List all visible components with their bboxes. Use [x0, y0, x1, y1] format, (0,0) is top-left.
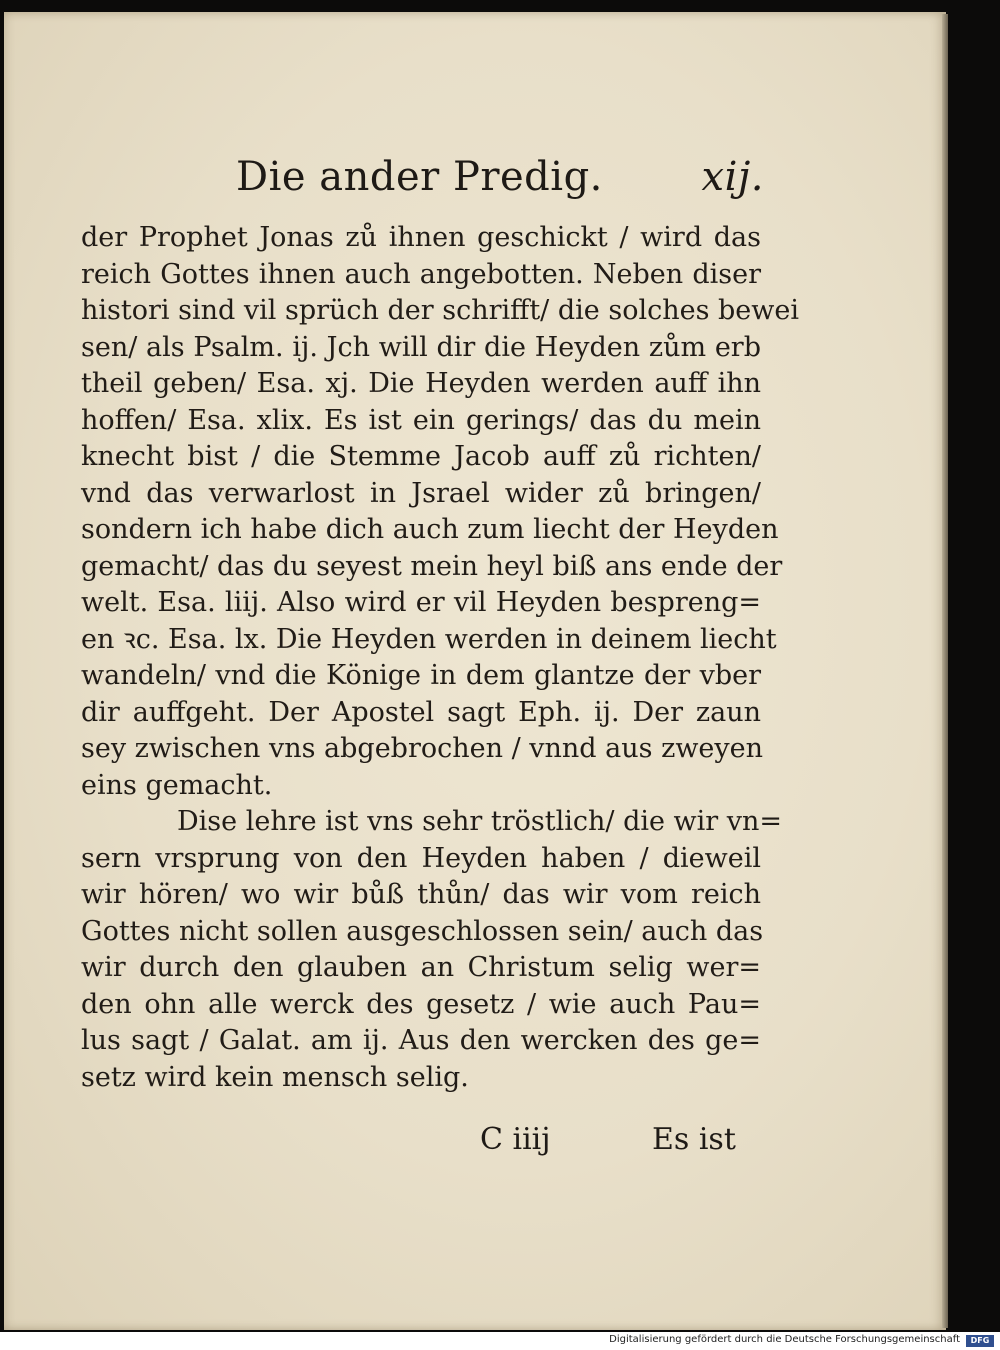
page-edge-shadow: [942, 14, 948, 1328]
text-line: wir durch den glauben an Christum selig wer=: [81, 952, 761, 983]
book-page: [4, 12, 946, 1330]
text-line: reich Gottes ihnen auch angebotten. Neben diser: [81, 258, 761, 290]
text-line: lus sagt / Galat. am ij. Aus den wercken des ge=: [81, 1025, 761, 1056]
folio-number: xij.: [701, 154, 764, 200]
text-line: theil geben/ Esa. xj. Die Heyden werden auff ihn: [81, 368, 761, 399]
text-line: dir auffgeht. Der Apostel sagt Eph. ij. Der zaun: [81, 696, 761, 728]
text-line: gemacht/ das du seyest mein heyl biß ans ende der: [81, 550, 783, 582]
paragraph-start-line: Dise lehre ist vns sehr tröstlich/ die wir vn=: [177, 806, 783, 837]
funding-credit: Digitalisierung gefördert durch die Deutsche Forschungsgemeinschaft: [609, 1334, 960, 1345]
text-line: der Prophet Jonas zů ihnen geschickt / wird das: [81, 222, 761, 253]
text-line: sey zwischen vns abgebrochen / vnnd aus zweyen: [81, 733, 764, 764]
text-line: den ohn alle werck des gesetz / wie auch Pau=: [81, 988, 761, 1020]
running-header: [236, 152, 776, 212]
page-footer: [4, 1122, 946, 1166]
text-line: sern vrsprung von den Heyden haben / dieweil: [81, 842, 761, 874]
text-line: setz wird kein mensch selig.: [81, 1061, 469, 1093]
text-line: Gottes nicht sollen ausgeschlossen sein/ auch das: [81, 915, 764, 947]
text-line: eins gemacht.: [81, 769, 273, 801]
text-line: hoffen/ Esa. xlix. Es ist ein gerings/ das du mein: [81, 404, 761, 436]
text-line: vnd das verwarlost in Jsrael wider zů bringen/: [81, 477, 761, 509]
text-line: wir hören/ wo wir bůß thůn/ das wir vom reich: [81, 879, 761, 910]
text-line: wandeln/ vnd die Könige in dem glantze der vber: [81, 660, 761, 691]
text-line: welt. Esa. liij. Also wird er vil Heyden bespreng=: [81, 587, 761, 618]
catchword: Es ist: [652, 1122, 736, 1157]
signature-mark: C iiij: [480, 1122, 551, 1157]
body-text: [81, 220, 800, 1096]
text-line: sondern ich habe dich auch zum liecht der Heyden: [81, 514, 779, 545]
running-title: Die ander Predig.: [236, 154, 603, 200]
text-line: en ꝛc. Esa. lx. Die Heyden werden in deinem liecht: [81, 623, 777, 655]
dfg-logo: DFG: [966, 1335, 994, 1347]
credit-bar: [0, 1332, 1000, 1350]
text-line: knecht bist / die Stemme Jacob auff zů richten/: [81, 441, 761, 472]
text-line: histori sind vil sprüch der schrifft/ die solches bewei: [81, 295, 800, 326]
text-line: sen/ als Psalm. ij. Jch will dir die Heyden zům erb: [81, 331, 761, 363]
